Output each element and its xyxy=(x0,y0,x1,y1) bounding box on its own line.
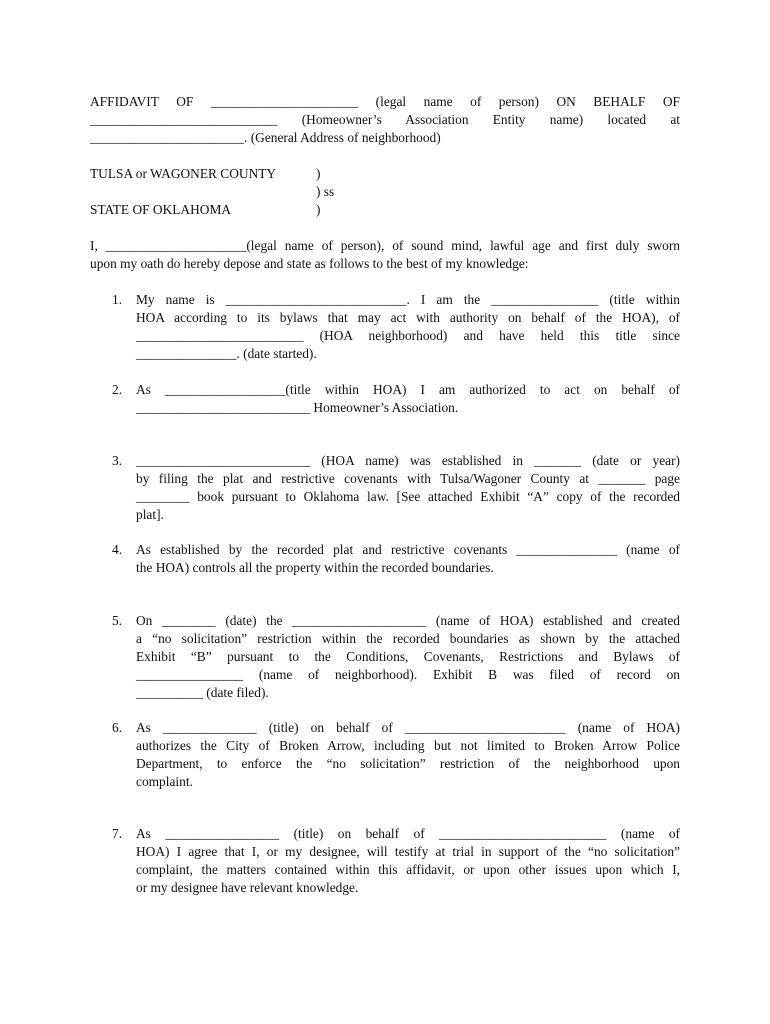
item-line: HOA according to its bylaws that may act with authority on behalf of the HOA), of xyxy=(136,310,680,325)
item-line: On ________ (date) the ____________________ (name of HOA) established and created xyxy=(136,613,680,628)
item-line: As established by the recorded plat and restrictive covenants _______________ (name of xyxy=(136,542,680,557)
item-line: _______________. (date started). xyxy=(136,346,317,361)
item-number: 5. xyxy=(112,613,123,628)
item-line: _________________________ (HOA neighborhood) and have held this title since xyxy=(136,328,680,343)
item-number: 7. xyxy=(112,826,123,841)
item-line: complaint. xyxy=(136,774,193,789)
item-line: ________________ (name of neighborhood). Exhibit B was filed of record on xyxy=(136,667,680,682)
item-number: 3. xyxy=(112,453,123,468)
item-line: __________________________ (HOA name) was established in _______ (date or year) xyxy=(136,453,680,468)
item-line: a “no solicitation” restriction within the recorded boundaries as shown by the attached xyxy=(136,631,680,646)
venue-county: TULSA or WAGONER COUNTY xyxy=(90,166,277,181)
venue-ss: ) ss xyxy=(316,184,335,199)
header-line-2: ____________________________ (Homeowner’s Association Entity name) located at xyxy=(90,112,680,127)
item-line: __________ (date filed). xyxy=(136,685,269,700)
venue-state-bracket: ) xyxy=(316,202,321,217)
item-line: authorizes the City of Broken Arrow, including but not limited to Broken Arrow Police xyxy=(136,738,680,753)
item-line: complaint, the matters contained within this affidavit, or upon other issues upon which I, xyxy=(136,862,680,877)
header-line-3: _______________________. (General Address of neighborhood) xyxy=(90,130,441,145)
item-line: __________________________ Homeowner’s Association. xyxy=(136,400,459,415)
item-line: ________ book pursuant to Oklahoma law. [See attached Exhibit “A” copy of the recorded xyxy=(136,489,680,504)
item-line: My name is ___________________________. I am the ________________ (title within xyxy=(136,292,680,307)
item-line: Department, to enforce the “no solicitation” restriction of the neighborhood upon xyxy=(136,756,680,771)
intro-line-1: I, _____________________(legal name of person), of sound mind, lawful age and first duly sworn xyxy=(90,238,680,253)
venue-county-bracket: ) xyxy=(316,166,321,181)
item-line: the HOA) controls all the property within the recorded boundaries. xyxy=(136,560,494,575)
item-number: 6. xyxy=(112,720,123,735)
venue-state: STATE OF OKLAHOMA xyxy=(90,202,232,217)
item-line: As ______________ (title) on behalf of ________________________ (name of HOA) xyxy=(136,720,680,735)
intro-line-2: upon my oath do hereby depose and state as follows to the best of my knowledge: xyxy=(90,256,529,271)
item-number: 2. xyxy=(112,382,123,397)
item-number: 1. xyxy=(112,292,123,307)
item-line: As __________________(title within HOA) I am authorized to act on behalf of xyxy=(136,382,680,397)
item-line: or my designee have relevant knowledge. xyxy=(136,880,359,895)
item-line: Exhibit “B” pursuant to the Conditions, Covenants, Restrictions and Bylaws of xyxy=(136,649,680,664)
item-line: As _________________ (title) on behalf of _________________________ (name of xyxy=(136,826,680,841)
item-line: by filing the plat and restrictive covenants with Tulsa/Wagoner County at _______ page xyxy=(136,471,680,486)
item-line: HOA) I agree that I, or my designee, will testify at trial in support of the “no solicitation” xyxy=(136,844,680,859)
header-line-1: AFFIDAVIT OF ______________________ (legal name of person) ON BEHALF OF xyxy=(90,94,680,109)
item-number: 4. xyxy=(112,542,123,557)
item-line: plat]. xyxy=(136,507,164,522)
